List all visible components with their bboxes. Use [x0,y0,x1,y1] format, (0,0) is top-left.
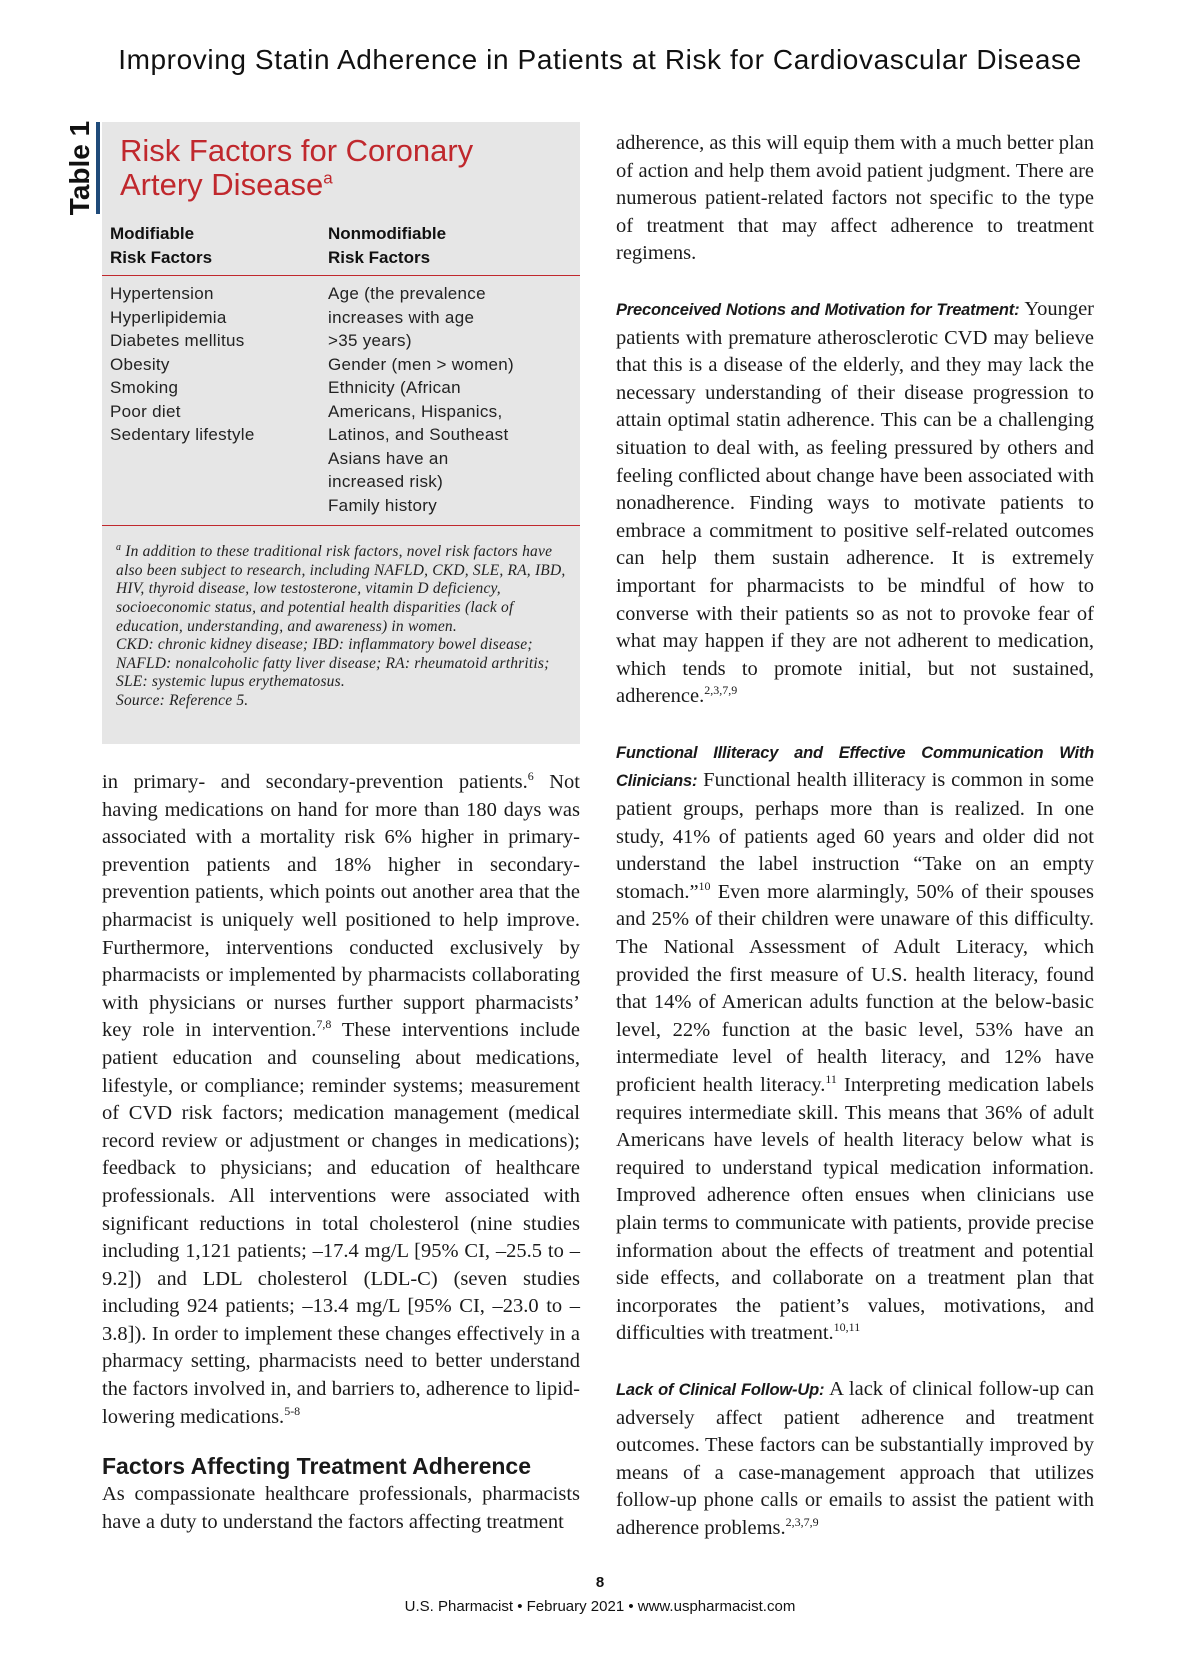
text-run: A lack of clinical follow-up can adversely affect patient adherence and treatment outcomes. These factors can be substantially improved by means of a case-management approach that utilizes follow-up phone calls or emails to assist the patient with adherence problems. [616,1377,1094,1539]
text-run: Even more alarmingly, 50% of their spouses and 25% of their children were unaware of this difficulty. The National Assessment of Adult Literacy, which provided the first measure of U.S. health literacy, found that 14% of American adults function at the below-basic level, 22% function at the basic level, 53% have an intermediate level of health literacy, and 12% have proficient health literacy. [616,880,1094,1096]
list-item: Gender (men > women) [328,354,514,374]
table-title [120,134,560,202]
list-item: increased risk) [328,472,444,491]
citation: 5-8 [284,1403,301,1418]
left-paragraph-2: As compassionate healthcare professionals, pharmacists have a duty to understand the factors affecting treatment [102,1483,580,1533]
list-item: Asians have an [328,448,449,468]
right-paragraph-4 [616,1376,1094,1543]
col-head-nonmodifiable-line1: Nonmodifiable [328,224,447,243]
text-run: Not having medications on hand for more than 180 days was associated with a mortality risk 6% higher in primary-prevention patients and 18% higher in secondary-prevention patients, which points out another area that the pharmacist is uniquely well positioned to help improve. Furthermore, interventions conducted exclusively by pharmacists or implemented by pharmacists collaborating with physicians or nurses further support pharmacists’ key role in intervention. [102,771,580,1042]
text-run: Younger patients with premature atherosclerotic CVD may believe that this is a disease of the elderly, and they may lack the necessary understanding of their disease progression to attain optimal statin adherence. This can be a challenging situation to deal with, as feeling pressured by others and feeling conflicted about change have been associated with nonadherence. Finding ways to motivate patients to embrace a commitment to positive self-related outcomes can help them sustain adherence. It is extremely important for pharmacists to be mindful of how to converse with their patients so as not to provoke fear of what may happen if they are not adherent to medication, which tends to promote initial, but not sustained, adherence. [616,297,1095,708]
citation: 6 [527,769,534,784]
nonmodifiable-list [328,282,514,517]
list-item: Obesity [110,354,170,374]
footnote-abbreviations: CKD: chronic kidney disease; IBD: inflammatory bowel disease; NAFLD: nonalcoholic fatty liver disease; RA: rheumatoid arthritis; SLE: systemic lupus erythematosus. [116,636,550,691]
col-head-modifiable [110,222,212,270]
col-head-modifiable-line1: Modifiable [110,224,195,243]
left-paragraph-1 [102,769,580,1431]
subheading-preconceived-notions: Preconceived Notions and Motivation for Treatment: [616,300,1020,319]
citation: 2,3,7,9 [704,683,738,698]
citation: 7,8 [316,1017,332,1032]
list-item: Diabetes mellitus [110,331,245,350]
col-head-modifiable-line2: Risk Factors [110,248,213,267]
list-item: Latinos, and Southeast [328,425,509,444]
list-item: Smoking [110,378,179,397]
right-paragraph-3 [616,739,1094,1348]
table-tab-bar [96,122,100,214]
col-head-nonmodifiable [328,222,446,270]
table-title-marker: a [323,168,333,188]
table-title-line1: Risk Factors for Coronary [120,133,474,168]
footnote-marker: a [116,542,122,553]
table-footnote-rule [102,525,580,526]
citation: 2,3,7,9 [785,1515,819,1530]
modifiable-list [110,282,255,447]
text-run: Functional health illiteracy is common in some patient groups, perhaps more than is realized. In one study, 41% of patients aged 60 years and older did not understand the label instruction “Take on an empty stomach.” [616,769,1094,903]
list-item: Sedentary lifestyle [110,425,255,444]
list-item: Poor diet [110,401,181,421]
subheading-clinical-follow-up: Lack of Clinical Follow-Up: [616,1380,825,1399]
table-footnote [116,539,566,711]
text-run: in primary- and secondary-prevention patients. [102,771,528,793]
footnote-source: Source: Reference 5. [116,691,249,709]
left-column [102,769,580,1536]
citation: 10,11 [833,1320,861,1335]
list-item: Americans, Hispanics, [328,401,503,421]
list-item: Hyperlipidemia [110,307,227,327]
risk-factors-table [102,122,580,744]
table-tab [60,122,100,214]
text-run: These interventions include patient education and counseling about medications, lifestyle, or compliance; reminder systems; measurement of CVD risk factors; medication management (medical record review or adjustment or changes in medications); feedback to physicians; and education of healthcare professionals. All interventions were associated with significant reductions in total cholesterol (nine studies including 1,121 patients; –17.4 mg/L [95% CI, –25.5 to –9.2]) and LDL cholesterol (LDL-C) (seven studies including 924 patients; –13.4 mg/L [95% CI, –23.0 to –3.8]). In order to implement these changes effectively in a pharmacy setting, pharmacists need to better understand the factors involved in, and barriers to, adherence to lipid-lowering medications. [102,1019,580,1428]
list-item: Family history [328,495,438,515]
list-item: Age (the prevalence [328,284,486,303]
text-run: Interpreting medication labels requires intermediate skill. This means that 36% of adult Americans have levels of health literacy below what is required to understand typical medication information. Improved adherence often ensues when clinicians use plain terms to communicate with patients, provide precise information about the effects of treatment and potential side effects, and collaborate on a treatment plan that incorporates the patient’s values, motivations, and difficulties with treatment. [616,1074,1094,1345]
right-paragraph-2 [616,296,1094,711]
subheading-functional-illiteracy: Functional Illiteracy and Effective Communication With Clinicians: [616,743,1094,791]
footnote-text: In addition to these traditional risk factors, novel risk factors have also been subject to research, including NAFLD, CKD, SLE, RA, IBD, HIV, thyroid disease, low testosterone, vitamin D deficiency, socioeconomic status, and potential health disparities (lack of education, understanding, and awareness) in women. [116,543,566,635]
list-item: >35 years) [328,331,412,350]
list-item: Ethnicity (African [328,378,461,397]
list-item: increases with age [328,307,475,327]
table-title-line2: Artery Disease [120,167,324,202]
list-item: Hypertension [110,284,214,303]
citation: 10 [698,879,711,894]
section-heading: Factors Affecting Treatment Adherence [102,1453,532,1480]
right-column [616,130,1094,1543]
table-header-rule [102,275,580,276]
page-number: 8 [595,1574,605,1591]
table-tab-label: Table 1 [64,120,95,216]
right-paragraph-1: adherence, as this will equip them with a much better plan of action and help them avoid patient judgment. There are numerous patient-related factors not specific to the type of treatment that may affect adherence to treatment regimens. [616,132,1094,265]
col-head-nonmodifiable-line2: Risk Factors [328,248,431,267]
running-title: Improving Statin Adherence in Patients at Risk for Cardiovascular Disease [118,44,1082,75]
publication-footer: U.S. Pharmacist • February 2021 • www.uspharmacist.com [404,1598,796,1615]
citation: 11 [825,1072,837,1087]
